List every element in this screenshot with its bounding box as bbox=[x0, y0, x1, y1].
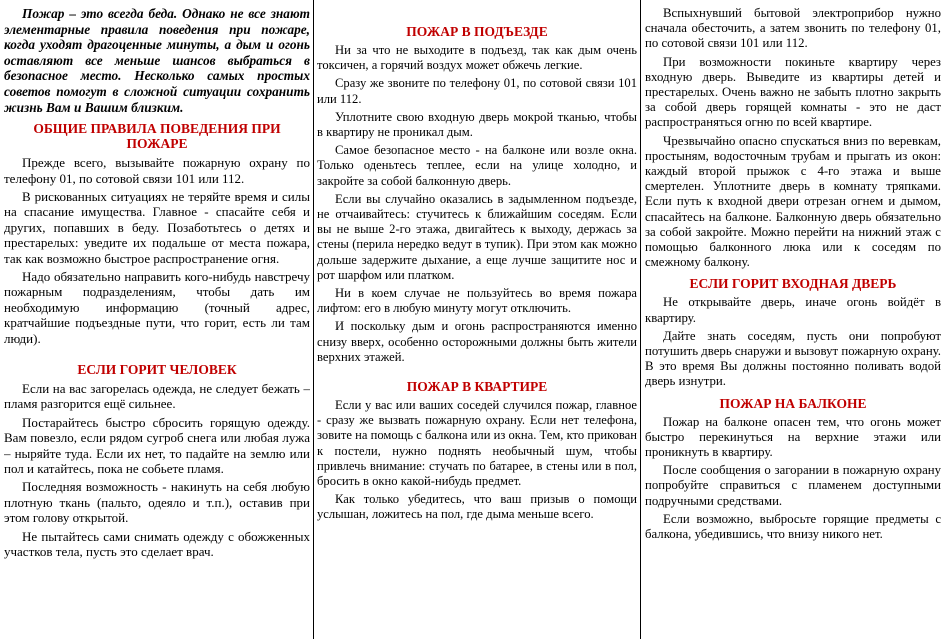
paragraph: Постарайтесь быстро сбросить горящую одежду. Вам повезло, если рядом сугроб снега или любая лужа – ныряйте туда. Если их нет, то падайте на землю или пол и катайтесь, пока не собьете пламя. bbox=[4, 414, 310, 477]
heading-general-rules: ОБЩИЕ ПРАВИЛА ПОВЕДЕНИЯ ПРИ ПОЖАРЕ bbox=[33, 121, 281, 152]
heading-person-on-fire: ЕСЛИ ГОРИТ ЧЕЛОВЕК bbox=[77, 362, 237, 378]
paragraph: Самое безопасное место - на балконе или возле окна. Только оденьтесь теплее, если на улице холодно, и закройте за собой балконную дверь. bbox=[317, 143, 637, 188]
intro-paragraph: Пожар – это всегда беда. Однако не все знают элементарные правила поведения при пожаре, когда уходят драгоценные минуты, а дым и огонь оставляют все меньше шансов выбраться в безопасное место. Несколько самых простых советов помогут в сложной ситуации сохранить жизнь Вам и Вашим близким. bbox=[4, 6, 310, 115]
paragraph: При возможности покиньте квартиру через входную дверь. Выведите из квартиры детей и престарелых. Очень важно не забыть плотно закрыть за собой дверь горящей комнаты - это не даст распространяться огню по всей квартире. bbox=[645, 54, 941, 130]
paragraph: Сразу же звоните по телефону 01, по сотовой связи 101 или 112. bbox=[317, 76, 637, 106]
paragraph: Последняя возможность - накинуть на себя любую плотную ткань (пальто, одеяло и т.п.), оставив при этом голову открытой. bbox=[4, 479, 310, 526]
paragraph: Как только убедитесь, что ваш призыв о помощи услышан, ложитесь на пол, где дыма меньше всего. bbox=[317, 492, 637, 522]
paragraph: Дайте знать соседям, пусть они попробуют потушить дверь снаружи и вызовут пожарную охрану. В это время Вы должны постоянно поливать водой дверь изнутри. bbox=[645, 328, 941, 389]
paragraph: И поскольку дым и огонь распространяются именно снизу вверх, особенно осторожными должны быть жители верхних этажей. bbox=[317, 319, 637, 364]
paragraph: Надо обязательно направить кого-нибудь навстречу пожарным подразделениям, чтобы дать им необходимую информацию (точный адрес, кратчайшие подъездные пути, что горит, есть ли там люди). bbox=[4, 269, 310, 346]
paragraph: Вспыхнувший бытовой электроприбор нужно сначала обесточить, а затем звонить по телефону 01, по сотовой связи 101 или 112. bbox=[645, 6, 941, 51]
column-divider bbox=[640, 0, 641, 639]
paragraph: После сообщения о загорании в пожарную охрану попробуйте справиться с пламенем доступными подручными средствами. bbox=[645, 463, 941, 508]
column-middle bbox=[317, 0, 637, 639]
paragraph: Если вы случайно оказались в задымленном подъезде, не отчаивайтесь: стучитесь к ближайшим соседям. Если вы не выше 2-го этажа, двигайтесь к выходу, держась за стены (перила нередко ведут в тупик). При этом как можно дольше задержите дыхание, а еще лучше защитите нос и рот шарфом или платком. bbox=[317, 191, 637, 282]
paragraph: Уплотните свою входную дверь мокрой тканью, чтобы в квартиру не проникал дым. bbox=[317, 109, 637, 140]
paragraph: Пожар на балконе опасен тем, что огонь может быстро перекинуться на верхние этажи или проникнуть в квартиру. bbox=[645, 414, 941, 460]
paragraph: Прежде всего, вызывайте пожарную охрану по телефону 01, по сотовой связи 101 или 112. bbox=[4, 155, 310, 186]
heading-fire-in-apartment: ПОЖАР В КВАРТИРЕ bbox=[406, 379, 548, 395]
column-left bbox=[4, 0, 310, 639]
paragraph: Если возможно, выбросьте горящие предметы с балкона, убедившись, что внизу никого нет. bbox=[645, 511, 941, 542]
column-divider bbox=[313, 0, 314, 639]
paragraph: В рискованных ситуациях не теряйте время и силы на спасание имущества. Главное - спасайте себя и других, попавших в беду. Позаботьтесь о детях и престарелых: уведите их подальше от места пожара, так как возможно быстрое распространение огня. bbox=[4, 188, 310, 266]
heading-fire-in-entrance: ПОЖАР В ПОДЪЕЗДЕ bbox=[406, 24, 548, 39]
column-right bbox=[645, 0, 941, 639]
paragraph: Ни в коем случае не пользуйтесь во время пожара лифтом: его в любую минуту могут отключить. bbox=[317, 286, 637, 316]
heading-fire-on-balcony: ПОЖАР НА БАЛКОНЕ bbox=[719, 395, 867, 411]
paragraph: Если на вас загорелась одежда, не следует бежать – пламя разгорится ещё сильнее. bbox=[4, 381, 310, 412]
paragraph: Чрезвычайно опасно спускаться вниз по веревкам, простыням, водосточным трубам и прыгать из окон: каждый второй прыжок с 4-го этажа и выше смертелен. Уплотните дверь в комнату тряпками. Если путь к входной двери отрезан огнем и дымом, спасайтесь на балконе. Балконную дверь обязательно за собой закройте. Можно перейти на нижний этаж с помощью балконного люка или к соседям по смежному балкону. bbox=[645, 133, 941, 270]
paragraph: Не открывайте дверь, иначе огонь войдёт в квартиру. bbox=[645, 295, 941, 325]
paragraph: Не пытайтесь сами снимать одежду с обожженных участков тела, пусть это сделает врач. bbox=[4, 528, 310, 560]
paragraph: Если у вас или ваших соседей случился пожар, главное - сразу же вызвать пожарную охрану. Если нет телефона, зовите на помощь с балкона или из окна. Тем, кто прикован к постели, нужно поднять необычный шум, чтобы привлечь внимание: стучать по батарее, в стены или в пол, бросить в окно какой-нибудь предмет. bbox=[317, 398, 637, 489]
heading-door-on-fire: ЕСЛИ ГОРИТ ВХОДНАЯ ДВЕРЬ bbox=[689, 276, 897, 292]
paragraph: Ни за что не выходите в подъезд, так как дым очень токсичен, а горячий воздух может обжечь легкие. bbox=[317, 43, 637, 73]
